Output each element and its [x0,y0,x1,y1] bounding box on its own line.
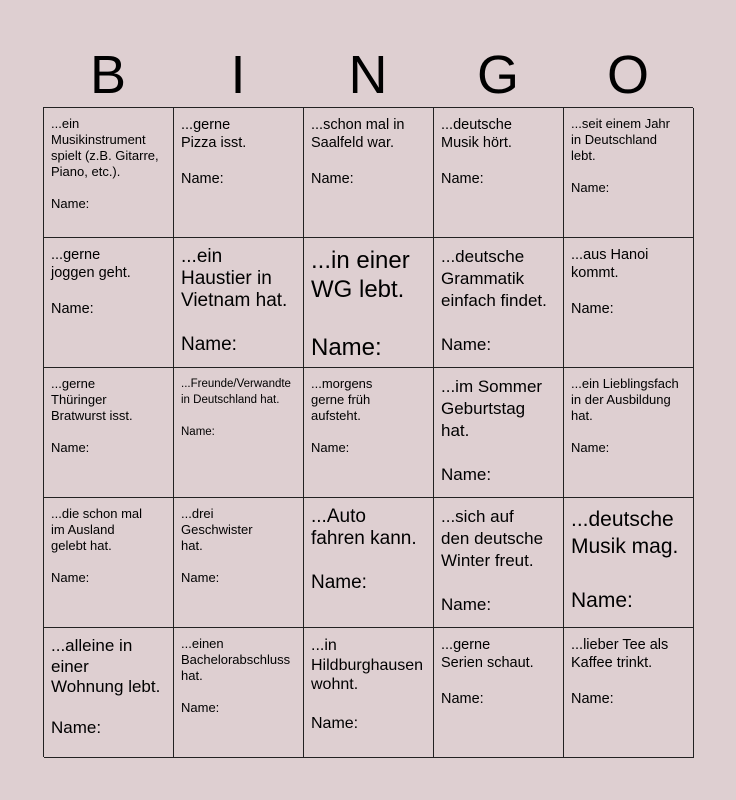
cell-text: ...in einer WG lebt. Name: [311,247,410,361]
bingo-cell-r4c4[interactable] [434,498,564,628]
bingo-cell-r4c5[interactable] [564,498,694,628]
cell-text: ...in Hildburghausen wohnt. Name: [311,637,424,732]
bingo-cell-r5c2[interactable] [174,628,304,758]
cell-text: ...aus Hanoi kommt. Name: [571,247,649,317]
bingo-cell-r4c1[interactable] [44,498,174,628]
cell-text: ...im Sommer Geburtstag hat. Name: [441,377,543,484]
header-letter-b: B [89,45,127,105]
cell-text: ...gerne Serien schaut. Name: [441,637,534,707]
header-letter-n: N [348,45,388,105]
cell-text: ...ein Lieblingsfach in der Ausbildung hat. Name: [571,376,679,455]
bingo-cell-r3c1[interactable] [44,368,174,498]
bingo-cell-r1c1[interactable] [44,108,174,238]
header-letter-o: O [606,45,649,105]
bingo-cell-r2c5[interactable] [564,238,694,368]
cell-text: ...alleine in einer Wohnung lebt. Name: [51,636,161,737]
bingo-cell-r1c4[interactable] [434,108,564,238]
cell-text: ...deutsche Musik hört. Name: [441,117,512,187]
bingo-cell-r1c3[interactable] [304,108,434,238]
bingo-cell-r3c4[interactable] [434,368,564,498]
bingo-cell-r4c2[interactable] [174,498,304,628]
cell-text: ...gerne Thüringer Bratwurst isst. Name: [51,376,133,455]
bingo-cell-r2c4[interactable] [434,238,564,368]
bingo-cell-r3c2[interactable] [174,368,304,498]
bingo-cell-r2c1[interactable] [44,238,174,368]
bingo-header [43,44,693,106]
cell-text: ...die schon mal im Ausland gelebt hat. Name: [51,506,143,585]
header-letter-g: G [476,45,519,105]
cell-text: ...drei Geschwister hat. Name: [181,506,253,585]
cell-text: ...gerne Pizza isst. Name: [181,117,247,187]
cell-text: ...seit einem Jahr in Deutschland lebt. Name: [571,116,670,195]
cell-text: ...morgens gerne früh aufsteht. Name: [311,376,373,455]
bingo-cell-r2c2[interactable] [174,238,304,368]
bingo-grid [43,107,693,757]
bingo-cell-r5c5[interactable] [564,628,694,758]
cell-text: ...schon mal in Saalfeld war. Name: [311,117,405,187]
cell-text: ...gerne joggen geht. Name: [51,247,131,317]
header-letter-i: I [230,45,246,105]
cell-text: ...Freunde/Verwandte in Deutschland hat. Name: [181,378,291,438]
cell-text: ...Auto fahren kann. Name: [311,506,417,593]
cell-text: ...ein Musikinstrument spielt (z.B. Gitarre, Piano, etc.). Name: [51,116,159,211]
cell-text: ...deutsche Grammatik einfach findet. Name: [441,247,547,354]
cell-text: ...lieber Tee als Kaffee trinkt. Name: [571,637,669,707]
bingo-cell-r4c3[interactable] [304,498,434,628]
bingo-cell-r5c1[interactable] [44,628,174,758]
bingo-cell-r5c4[interactable] [434,628,564,758]
cell-text: ...sich auf den deutsche Winter freut. Name: [441,507,544,614]
bingo-cell-r3c3[interactable] [304,368,434,498]
bingo-cell-r3c5[interactable] [564,368,694,498]
cell-text: ...ein Haustier in Vietnam hat. Name: [181,246,288,355]
bingo-cell-r1c5[interactable] [564,108,694,238]
cell-text: ...deutsche Musik mag. Name: [571,508,679,612]
bingo-cell-r2c3[interactable] [304,238,434,368]
bingo-cell-r1c2[interactable] [174,108,304,238]
bingo-cell-r5c3[interactable] [304,628,434,758]
cell-text: ...einen Bachelorabschluss hat. Name: [181,636,291,715]
